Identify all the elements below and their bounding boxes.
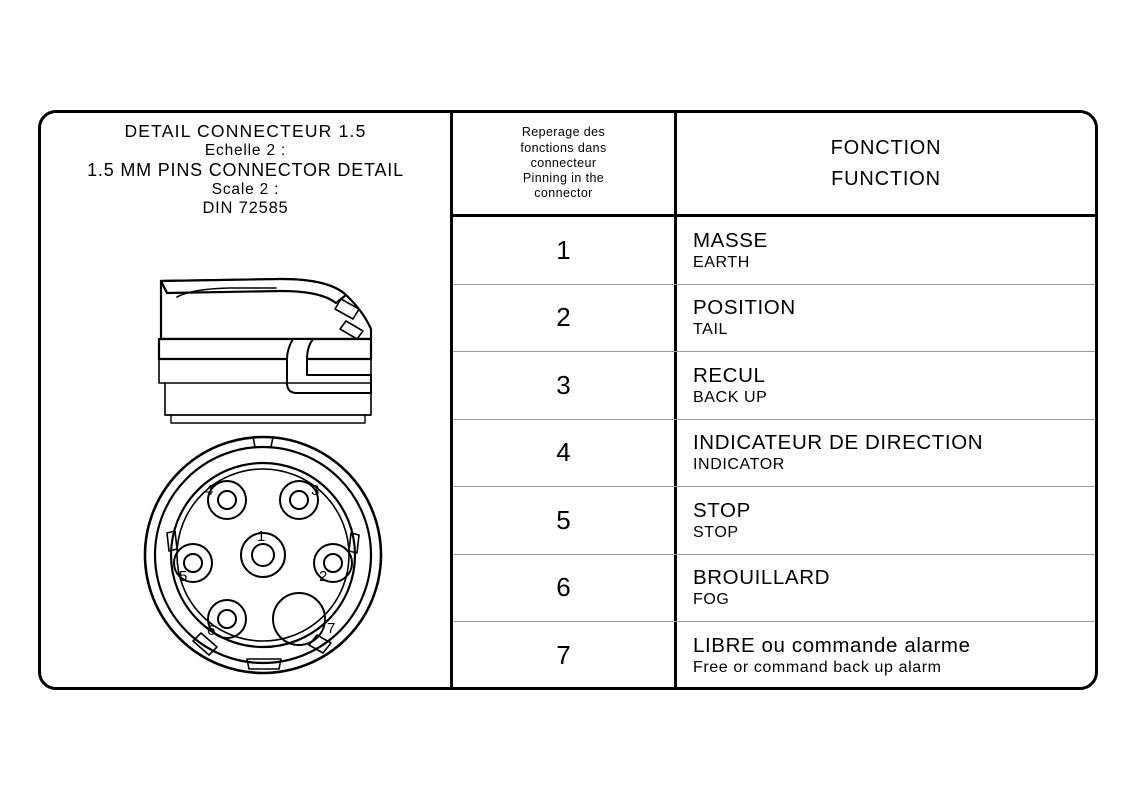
- function-label-fr: INDICATEUR DE DIRECTION: [693, 431, 984, 455]
- header-pin-en-line1: Pinning in the: [522, 171, 605, 186]
- header-pin-fr-line1: Reperage des: [521, 125, 606, 140]
- pin-callout-1: 1: [257, 528, 266, 545]
- detail-title-fr-line1: DETAIL CONNECTEUR 1.5: [124, 121, 367, 141]
- function-label-en: BACK UP: [693, 388, 768, 406]
- pin-number: 7: [556, 640, 571, 671]
- pin-number-cell: [453, 555, 677, 622]
- header-pin-column: [453, 113, 677, 214]
- function-label-fr: LIBRE ou commande alarme: [693, 634, 971, 658]
- table-row: [453, 487, 1095, 555]
- connector-detail-panel: [41, 113, 453, 687]
- pin-number: 6: [556, 572, 571, 603]
- function-label-fr: MASSE: [693, 228, 768, 252]
- connector-side-view: [159, 279, 371, 423]
- pin-callout-2: 2: [319, 568, 328, 585]
- function-label-fr: BROUILLARD: [693, 566, 831, 590]
- function-cell: [677, 352, 1095, 419]
- table-row: [453, 555, 1095, 623]
- pin-callout-3: 3: [311, 482, 320, 499]
- connector-face-view: [145, 437, 381, 673]
- function-label-en: INDICATOR: [693, 456, 785, 474]
- pin-callout-7: 7: [327, 620, 336, 637]
- function-label-en: Free or command back up alarm: [693, 659, 942, 677]
- detail-title-en-line1: 1.5 MM PINS CONNECTOR DETAIL: [87, 159, 404, 180]
- function-label-en: TAIL: [693, 321, 729, 339]
- pin-number: 1: [556, 234, 571, 265]
- table-row: [453, 352, 1095, 420]
- function-label-en: FOG: [693, 591, 730, 609]
- pin-number: 2: [556, 302, 571, 333]
- function-label-en: STOP: [693, 523, 739, 541]
- detail-title-block: [41, 113, 450, 219]
- function-cell: [677, 487, 1095, 554]
- pin-function-table: [453, 113, 1095, 687]
- pin-callout-4: 4: [205, 482, 214, 499]
- header-pin-fr-line3: connecteur: [530, 155, 597, 170]
- function-label-fr: RECUL: [693, 363, 766, 387]
- connector-datasheet-frame: [38, 110, 1098, 690]
- pin-number-cell: [453, 285, 677, 352]
- pin-number-cell: [453, 352, 677, 419]
- connector-technical-drawing: [41, 233, 453, 683]
- detail-standard-label: DIN 72585: [202, 199, 289, 218]
- header-function-en: FUNCTION: [831, 167, 941, 190]
- function-cell: [677, 217, 1095, 284]
- header-pin-en-line2: connector: [534, 186, 593, 201]
- pin-number: 5: [556, 504, 571, 535]
- header-pin-fr-line2: fonctions dans: [520, 140, 607, 155]
- table-row: [453, 622, 1095, 690]
- header-function-fr: FONCTION: [830, 136, 942, 159]
- function-label-fr: POSITION: [693, 296, 796, 320]
- pin-number-cell: [453, 622, 677, 690]
- detail-title-en-line2: Scale 2 :: [211, 181, 280, 199]
- function-label-fr: STOP: [693, 498, 751, 522]
- function-cell: [677, 285, 1095, 352]
- pin-number-cell: [453, 217, 677, 284]
- pin-number-cell: [453, 420, 677, 487]
- function-label-en: EARTH: [693, 253, 750, 271]
- function-cell: [677, 420, 1095, 487]
- table-header-row: [453, 113, 1095, 217]
- pin-number: 3: [556, 369, 571, 400]
- function-cell: [677, 555, 1095, 622]
- pin-callout-5: 5: [179, 568, 188, 585]
- function-cell: [677, 622, 1095, 690]
- pin-callout-6: 6: [207, 622, 216, 639]
- pin-number: 4: [556, 437, 571, 468]
- table-row: [453, 420, 1095, 488]
- table-row: [453, 217, 1095, 285]
- table-row: [453, 285, 1095, 353]
- detail-title-fr-line2: Echelle 2 :: [204, 141, 287, 159]
- pin-number-cell: [453, 487, 677, 554]
- header-function-column: [677, 113, 1095, 214]
